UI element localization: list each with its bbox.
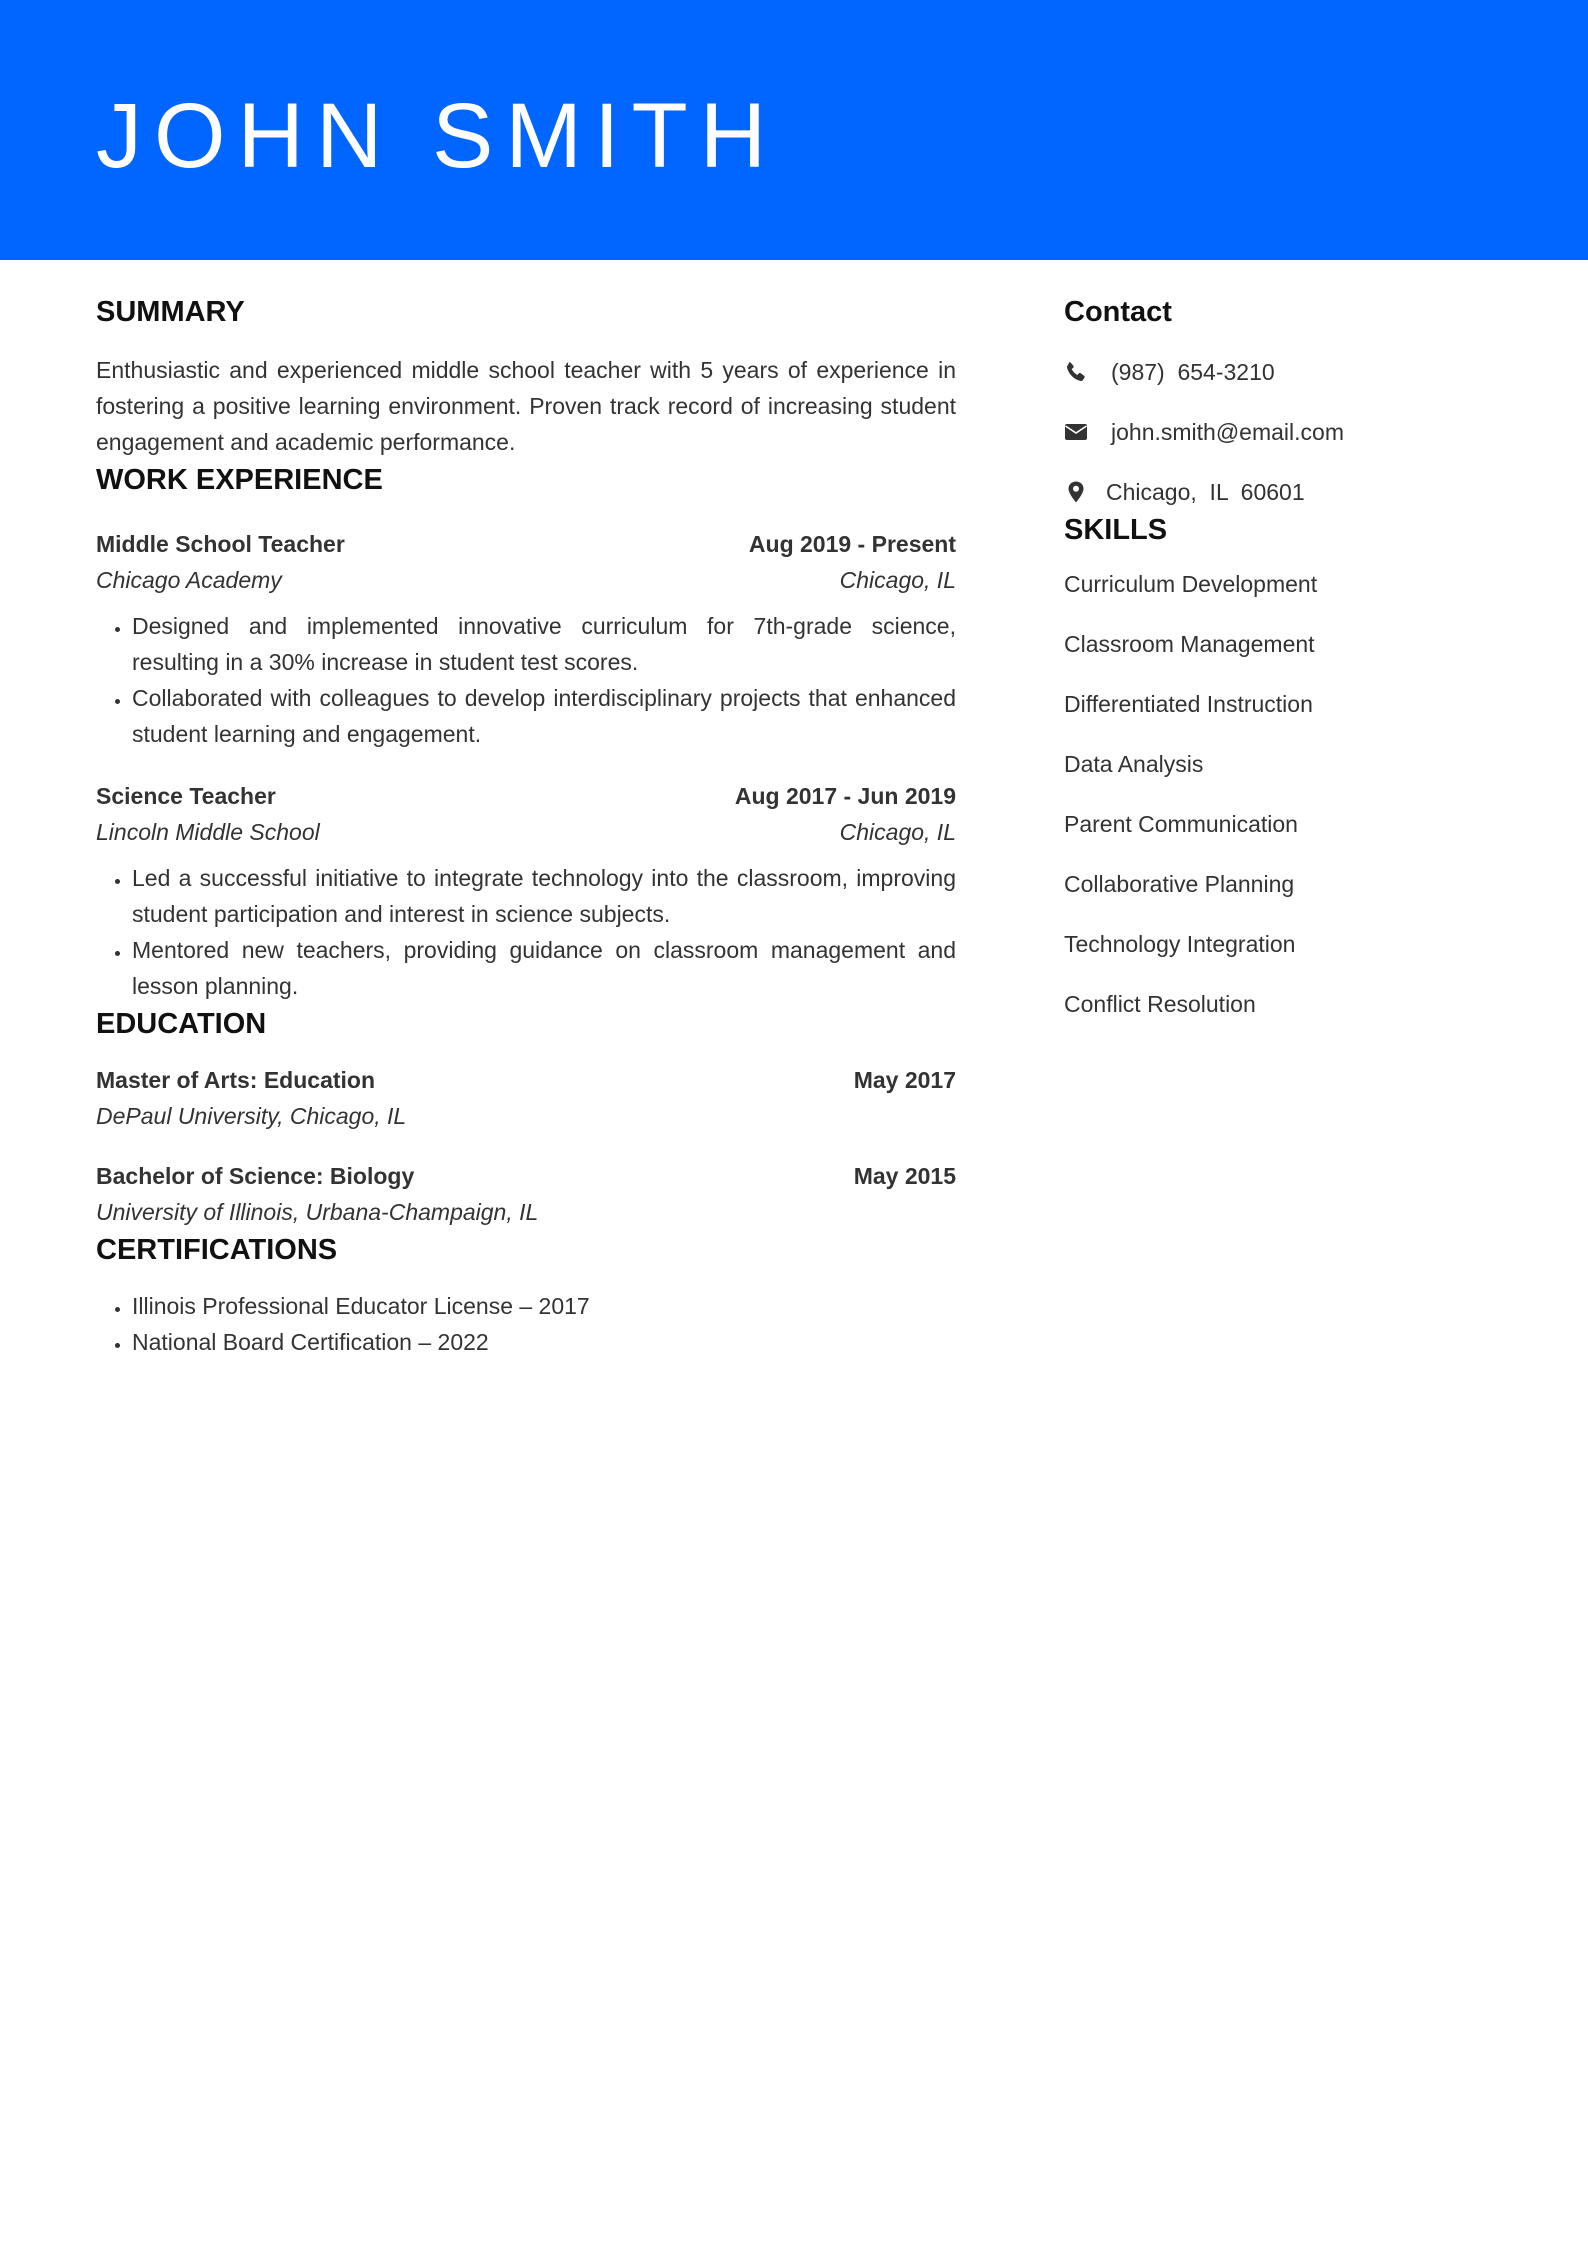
sidebar-column [1064, 292, 1504, 1022]
job-entry [96, 526, 956, 752]
certification-item: • Illinois Professional Educator License – 2017 [132, 1288, 956, 1324]
job-bullet: • Led a successful initiative to integrate technology into the classroom, improving student participation and interest in science subjects. [132, 860, 956, 932]
skill-item: Classroom Management [1064, 631, 1315, 657]
degree: Bachelor of Science: Biology [96, 1163, 415, 1189]
skill-item: Conflict Resolution [1064, 991, 1256, 1017]
job-organization: Chicago Academy [96, 567, 282, 593]
contact-phone [1064, 354, 1504, 390]
job-dates: Aug 2017 - Jun 2019 [734, 783, 956, 809]
job-location: Chicago, IL [839, 567, 956, 593]
degree-date: May 2017 [853, 1067, 956, 1093]
job-role: Middle School Teacher [96, 531, 345, 557]
education-entry [96, 1158, 956, 1230]
phone-icon [1064, 360, 1088, 384]
education-entry [96, 1062, 956, 1134]
certifications-heading: CERTIFICATIONS [96, 1234, 338, 1266]
skill-item: Collaborative Planning [1064, 871, 1295, 897]
skill-item: Data Analysis [1064, 751, 1204, 777]
contact-email-text[interactable]: john.smith@email.com [1111, 419, 1344, 445]
degree-date: May 2015 [853, 1163, 956, 1189]
skills-list [1064, 566, 1504, 1022]
summary-heading: SUMMARY [96, 296, 245, 328]
job-dates: Aug 2019 - Present [748, 531, 956, 557]
skill-item: Technology Integration [1064, 931, 1296, 957]
contact-email [1064, 414, 1504, 450]
job-bullet: • Designed and implemented innovative curriculum for 7th-grade science, resulting in a 30% increase in student test scores. [132, 608, 956, 680]
job-bullets [96, 608, 956, 752]
envelope-icon [1064, 420, 1088, 444]
contact-list [1064, 354, 1504, 510]
job-organization: Lincoln Middle School [96, 819, 320, 845]
school: University of Illinois, Urbana-Champaign, IL [96, 1199, 539, 1225]
certifications-list [96, 1288, 956, 1360]
work-experience-heading: WORK EXPERIENCE [96, 464, 383, 496]
job-role: Science Teacher [96, 783, 276, 809]
education-heading: EDUCATION [96, 1008, 267, 1040]
skills-heading: SKILLS [1064, 514, 1168, 546]
job-location: Chicago, IL [839, 819, 956, 845]
contact-address-text: Chicago, IL 60601 [1106, 479, 1305, 505]
skill-item: Parent Communication [1064, 811, 1298, 837]
skill-item: Differentiated Instruction [1064, 691, 1313, 717]
job-bullet: • Collaborated with colleagues to develop interdisciplinary projects that enhanced student learning and engagement. [132, 680, 956, 752]
candidate-name: JOHN SMITH [96, 85, 779, 187]
job-bullet: • Mentored new teachers, providing guidance on classroom management and lesson planning. [132, 932, 956, 1004]
job-entry [96, 778, 956, 1004]
job-bullets [96, 860, 956, 1004]
certification-item: • National Board Certification – 2022 [132, 1324, 956, 1360]
skill-item: Curriculum Development [1064, 571, 1318, 597]
contact-phone-text[interactable]: (987) 654-3210 [1111, 359, 1275, 385]
school: DePaul University, Chicago, IL [96, 1103, 407, 1129]
header-banner [0, 0, 1588, 260]
contact-heading: Contact [1064, 296, 1172, 328]
summary-text: Enthusiastic and experienced middle school teacher with 5 years of experience in fostering a positive learning environment. Proven track record of increasing student engagement and academic performance. [96, 357, 956, 455]
degree: Master of Arts: Education [96, 1067, 376, 1093]
contact-address [1064, 474, 1504, 510]
main-column [96, 292, 956, 1360]
map-pin-icon [1064, 480, 1088, 504]
